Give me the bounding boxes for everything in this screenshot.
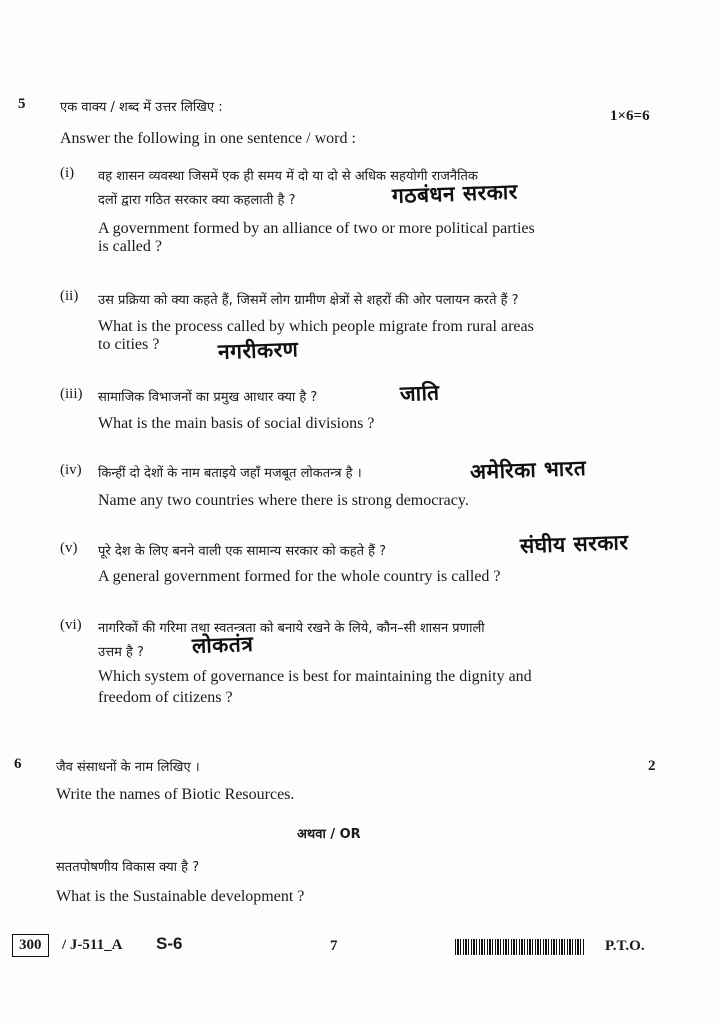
item-iv-label: (iv) xyxy=(60,462,82,478)
item-vi-english-line1: Which system of governance is best for maintaining the dignity and xyxy=(98,668,532,685)
item-iv-english-line1: Name any two countries where there is strong democracy. xyxy=(98,492,469,509)
paper-total-box: 300 xyxy=(12,934,49,957)
item-vi-english-line2: freedom of citizens ? xyxy=(98,689,233,706)
item-v-hindi-line1: पूरे देश के लिए बनने वाली एक सामान्य सरकार को कहते हैं ? xyxy=(98,544,387,559)
question-6-alt-hindi: सततपोषणीय विकास क्या है ? xyxy=(56,860,200,875)
item-vi-hindi-line1: नागरिकों की गरिमा तथा स्वतन्त्रता को बनाये रखने के लिये, कौन–सी शासन प्रणाली xyxy=(98,621,485,636)
question-6-hindi: जैव संसाधनों के नाम लिखिए । xyxy=(56,760,200,775)
or-separator: अथवा / OR xyxy=(297,827,361,842)
item-v-handwritten-answer: संघीय सरकार xyxy=(519,530,629,558)
item-i-hindi-line1: वह शासन व्यवस्था जिसमें एक ही समय में दो या दो से अधिक सहयोगी राजनैतिक xyxy=(98,169,478,184)
item-i-english-line2: is called ? xyxy=(98,238,162,255)
question-6-number: 6 xyxy=(14,756,22,772)
item-iii-english-line1: What is the main basis of social divisions ? xyxy=(98,415,375,432)
paper-code: / J-511_A xyxy=(62,937,123,953)
question-6-alt-english: What is the Sustainable development ? xyxy=(56,888,305,905)
item-i-handwritten-answer: गठबंधन सरकार xyxy=(391,179,519,208)
item-i-label: (i) xyxy=(60,165,75,181)
question-6-marks: 2 xyxy=(648,758,656,774)
please-turn-over: P.T.O. xyxy=(605,938,645,954)
paper-set: S-6 xyxy=(156,934,183,953)
item-v-english-line1: A general government formed for the whole country is called ? xyxy=(98,568,501,585)
item-ii-english-line1: What is the process called by which people migrate from rural areas xyxy=(98,318,534,335)
item-ii-hindi-line1: उस प्रक्रिया को क्या कहते हैं, जिसमें लोग ग्रामीण क्षेत्रों से शहरों की ओर पलायन करते हैं ? xyxy=(98,293,519,308)
item-iv-hindi-line1: किन्हीं दो देशों के नाम बताइये जहाँ मजबूत लोकतन्त्र है । xyxy=(98,466,362,481)
question-6-english: Write the names of Biotic Resources. xyxy=(56,786,295,803)
item-iv-handwritten-answer: अमेरिका भारत xyxy=(469,455,587,484)
barcode xyxy=(455,939,585,955)
question-5-marks: 1×6=6 xyxy=(610,108,650,124)
item-iii-hindi-line1: सामाजिक विभाजनों का प्रमुख आधार क्या है ? xyxy=(98,390,318,405)
item-vi-label: (vi) xyxy=(60,617,82,633)
question-5-instruction-hindi: एक वाक्य / शब्द में उत्तर लिखिए : xyxy=(60,100,223,115)
question-5-number: 5 xyxy=(18,96,26,112)
question-5-instruction-english: Answer the following in one sentence / word : xyxy=(60,130,356,147)
item-v-label: (v) xyxy=(60,540,78,556)
item-ii-english-line2: to cities ? xyxy=(98,336,160,353)
page-number: 7 xyxy=(330,938,338,954)
item-vi-hindi-line2: उत्तम है ? xyxy=(98,645,144,660)
item-iii-label: (iii) xyxy=(60,386,83,402)
item-iii-handwritten-answer: जाति xyxy=(399,380,440,406)
item-vi-handwritten-answer: लोकतंत्र xyxy=(191,631,254,658)
item-ii-handwritten-answer: नगरीकरण xyxy=(217,337,299,364)
item-ii-label: (ii) xyxy=(60,288,79,304)
item-i-english-line1: A government formed by an alliance of two or more political parties xyxy=(98,220,535,237)
item-i-hindi-line2: दलों द्वारा गठित सरकार क्या कहलाती है ? xyxy=(98,193,296,208)
